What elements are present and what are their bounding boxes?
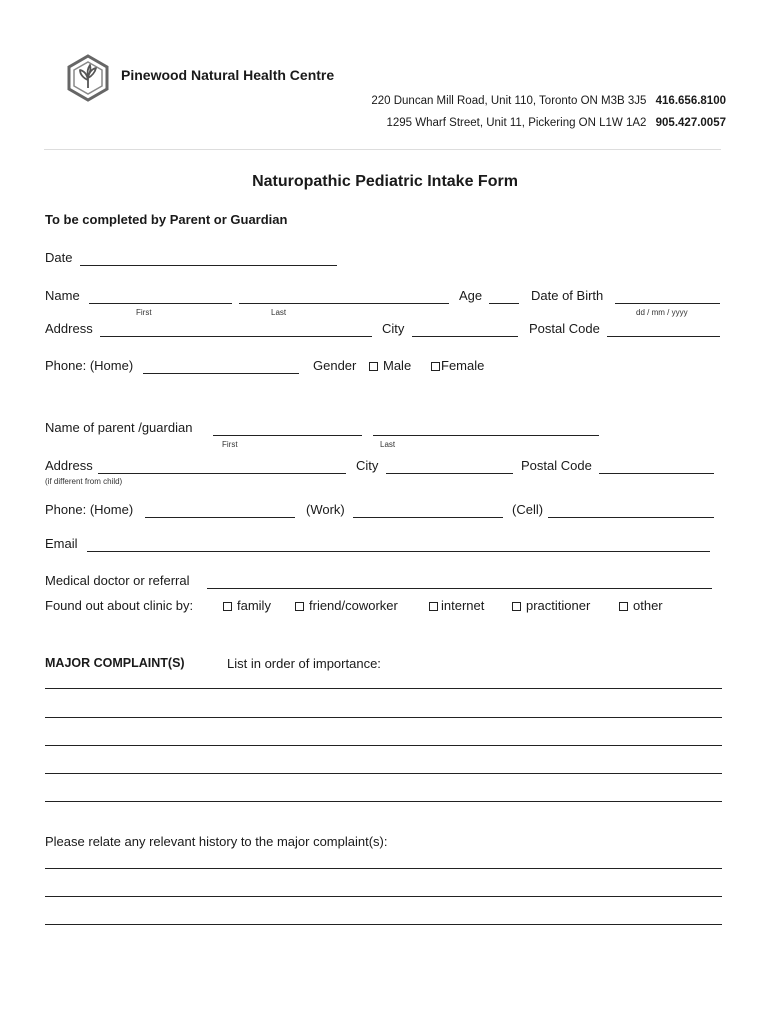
parent-postal-label: Postal Code bbox=[521, 458, 592, 473]
parent-first-hint: First bbox=[222, 440, 238, 449]
history-line-3[interactable] bbox=[45, 924, 722, 925]
complaint-line-5[interactable] bbox=[45, 801, 722, 802]
postal-field[interactable] bbox=[607, 336, 720, 337]
city-label: City bbox=[382, 321, 405, 336]
history-line-2[interactable] bbox=[45, 896, 722, 897]
dob-label: Date of Birth bbox=[531, 288, 604, 303]
found-friend-checkbox[interactable] bbox=[295, 598, 398, 613]
found-friend-label: friend/coworker bbox=[309, 598, 398, 613]
complaint-line-4[interactable] bbox=[45, 773, 722, 774]
parent-first-field[interactable] bbox=[213, 435, 362, 436]
address-1-text: 220 Duncan Mill Road, Unit 110, Toronto ON M3B 3J5 bbox=[371, 95, 647, 107]
first-hint: First bbox=[136, 308, 152, 317]
parent-city-label: City bbox=[356, 458, 379, 473]
postal-label: Postal Code bbox=[529, 321, 600, 336]
found-family-label: family bbox=[237, 598, 271, 613]
address-label: Address bbox=[45, 321, 93, 336]
address-field[interactable] bbox=[100, 336, 372, 337]
age-label: Age bbox=[459, 288, 483, 303]
parent-address-field[interactable] bbox=[98, 473, 346, 474]
dob-hint: dd / mm / yyyy bbox=[636, 308, 688, 317]
first-name-field[interactable] bbox=[89, 303, 232, 304]
complaint-line-3[interactable] bbox=[45, 745, 722, 746]
checkbox-icon bbox=[369, 362, 378, 371]
gender-male-label: Male bbox=[383, 358, 412, 373]
parent-label: Name of parent /guardian bbox=[45, 420, 193, 435]
found-practitioner-label: practitioner bbox=[526, 598, 591, 613]
clinic-name: Pinewood Natural Health Centre bbox=[121, 67, 335, 83]
doctor-label: Medical doctor or referral bbox=[45, 573, 190, 588]
email-field[interactable] bbox=[87, 551, 710, 552]
found-practitioner-checkbox[interactable] bbox=[512, 598, 590, 613]
gender-label: Gender bbox=[313, 358, 357, 373]
gender-male-checkbox[interactable] bbox=[369, 358, 411, 373]
phone-cell-label: (Cell) bbox=[512, 502, 544, 517]
checkbox-icon bbox=[295, 602, 304, 611]
checkbox-icon bbox=[619, 602, 628, 611]
found-internet-checkbox[interactable] bbox=[429, 598, 484, 613]
parent-city-field[interactable] bbox=[386, 473, 513, 474]
parent-address-hint: (if different from child) bbox=[45, 477, 123, 486]
complaint-heading: MAJOR COMPLAINT(S) bbox=[45, 656, 185, 670]
parent-last-field[interactable] bbox=[373, 435, 599, 436]
clinic-address-1 bbox=[371, 95, 726, 107]
name-label: Name bbox=[45, 288, 80, 303]
clinic-address-2 bbox=[387, 117, 727, 129]
phone-1: 416.656.8100 bbox=[655, 95, 726, 107]
phone-home-label: Phone: (Home) bbox=[45, 358, 134, 373]
parent-last-hint: Last bbox=[380, 440, 396, 449]
email-label: Email bbox=[45, 536, 78, 551]
dob-field[interactable] bbox=[615, 303, 720, 304]
city-field[interactable] bbox=[412, 336, 518, 337]
checkbox-icon bbox=[223, 602, 232, 611]
phone-work-field[interactable] bbox=[353, 517, 503, 518]
date-label: Date bbox=[45, 250, 73, 265]
gender-female-label: Female bbox=[441, 358, 485, 373]
age-field[interactable] bbox=[489, 303, 519, 304]
doctor-field[interactable] bbox=[207, 588, 712, 589]
form-subtitle: To be completed by Parent or Guardian bbox=[45, 212, 288, 227]
phone-2: 905.427.0057 bbox=[655, 117, 726, 129]
history-line-1[interactable] bbox=[45, 868, 722, 869]
checkbox-icon bbox=[512, 602, 521, 611]
clinic-logo bbox=[66, 54, 110, 102]
complaint-line-1[interactable] bbox=[45, 688, 722, 689]
parent-address-label: Address bbox=[45, 458, 93, 473]
phone-work-label: (Work) bbox=[306, 502, 345, 517]
found-other-checkbox[interactable] bbox=[619, 598, 663, 613]
form-title: Naturopathic Pediatric Intake Form bbox=[252, 173, 518, 190]
found-label: Found out about clinic by: bbox=[45, 598, 194, 613]
gender-female-checkbox[interactable] bbox=[431, 358, 484, 373]
parent-postal-field[interactable] bbox=[599, 473, 714, 474]
checkbox-icon bbox=[429, 602, 438, 611]
date-field[interactable] bbox=[80, 265, 337, 266]
last-hint: Last bbox=[271, 308, 287, 317]
last-name-field[interactable] bbox=[239, 303, 449, 304]
found-internet-label: internet bbox=[441, 598, 485, 613]
phone2-home-field[interactable] bbox=[145, 517, 295, 518]
phone-home-field[interactable] bbox=[143, 373, 299, 374]
found-family-checkbox[interactable] bbox=[223, 598, 271, 613]
checkbox-icon bbox=[431, 362, 440, 371]
address-2-text: 1295 Wharf Street, Unit 11, Pickering ON L1W 1A2 bbox=[386, 117, 647, 129]
phone-cell-field[interactable] bbox=[548, 517, 714, 518]
complaint-hint: List in order of importance: bbox=[227, 656, 381, 671]
complaint-line-2[interactable] bbox=[45, 717, 722, 718]
phone2-home-label: Phone: (Home) bbox=[45, 502, 134, 517]
history-label: Please relate any relevant history to the major complaint(s): bbox=[45, 834, 388, 849]
header-divider bbox=[44, 149, 721, 150]
found-other-label: other bbox=[633, 598, 663, 613]
